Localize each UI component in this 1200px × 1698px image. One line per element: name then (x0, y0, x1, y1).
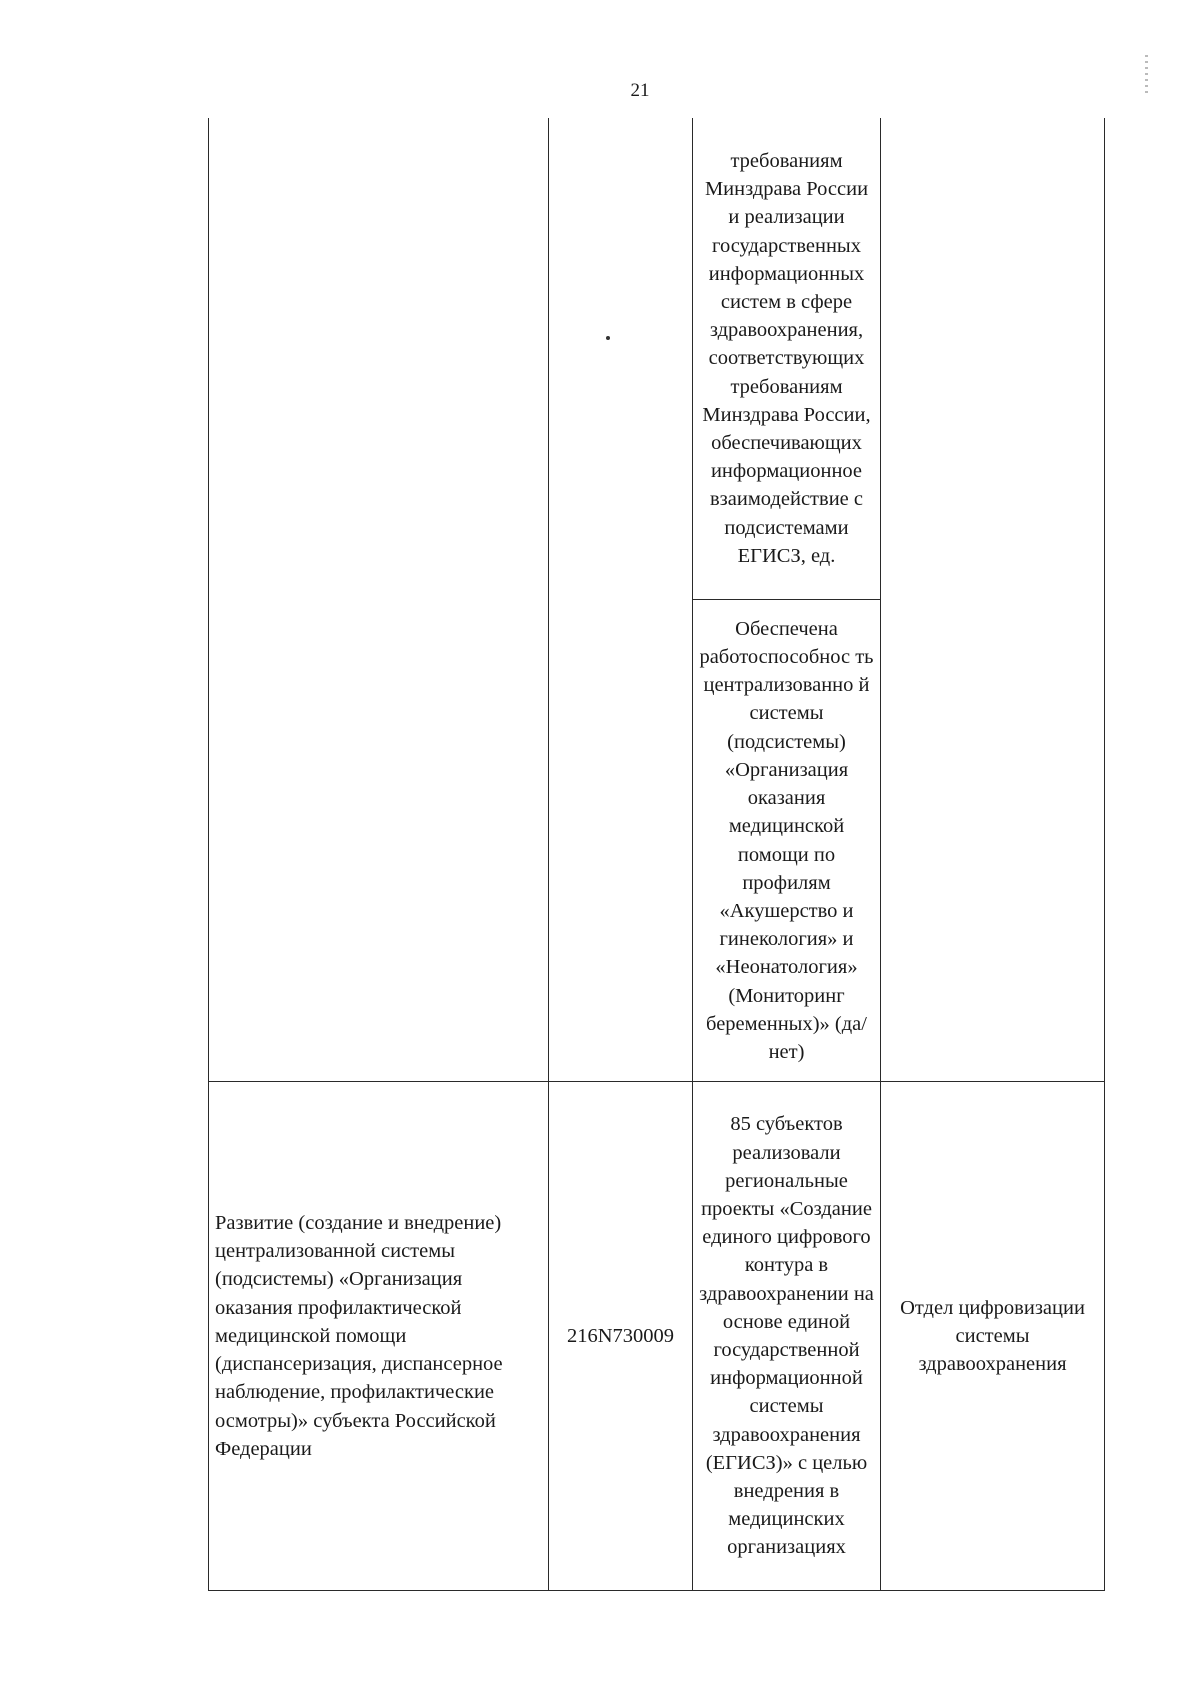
table-row (209, 118, 1105, 600)
page-number: 21 (630, 80, 650, 101)
measures-table (208, 118, 1105, 1591)
measure-code-cell (549, 118, 693, 1082)
table-row (209, 1082, 1105, 1591)
measure-name-cell: Развитие (создание и внедрение) централизованной системы (подсистемы) «Организация оказания профилактической медицинской помощи (диспансеризация, диспансерное наблюдение, профилактические осмотры)» субъекта Российской Федерации (209, 1082, 549, 1591)
responsible-cell (881, 118, 1105, 1082)
indicator-cell: Обеспечена работоспособнос ть централизованно й системы (подсистемы) «Организация оказания медицинской помощи по профилям «Акушерство и гинекология» и «Неонатология» (Мониторинг беременных)» (да/нет) (693, 600, 881, 1082)
indicator-cell: требованиям Минздрава России и реализации государственных информационных систем в сфере здравоохранения, соответствующих требованиям Минздрава России, обеспечивающих информационное взаимодействие с подсистемами ЕГИСЗ, ед. (693, 118, 881, 600)
indicator-cell: 85 субъектов реализовали региональные проекты «Создание единого цифрового контура в здравоохранении на основе единой государственной информационной системы здравоохранения (ЕГИСЗ)» с целью внедрения в медицинских организациях (693, 1082, 881, 1591)
margin-mark (1145, 55, 1148, 95)
stray-dot (606, 336, 610, 340)
responsible-cell: Отдел цифровизации системы здравоохранения (881, 1082, 1105, 1591)
measure-code-cell: 216N730009 (549, 1082, 693, 1591)
measure-name-cell (209, 118, 549, 1082)
